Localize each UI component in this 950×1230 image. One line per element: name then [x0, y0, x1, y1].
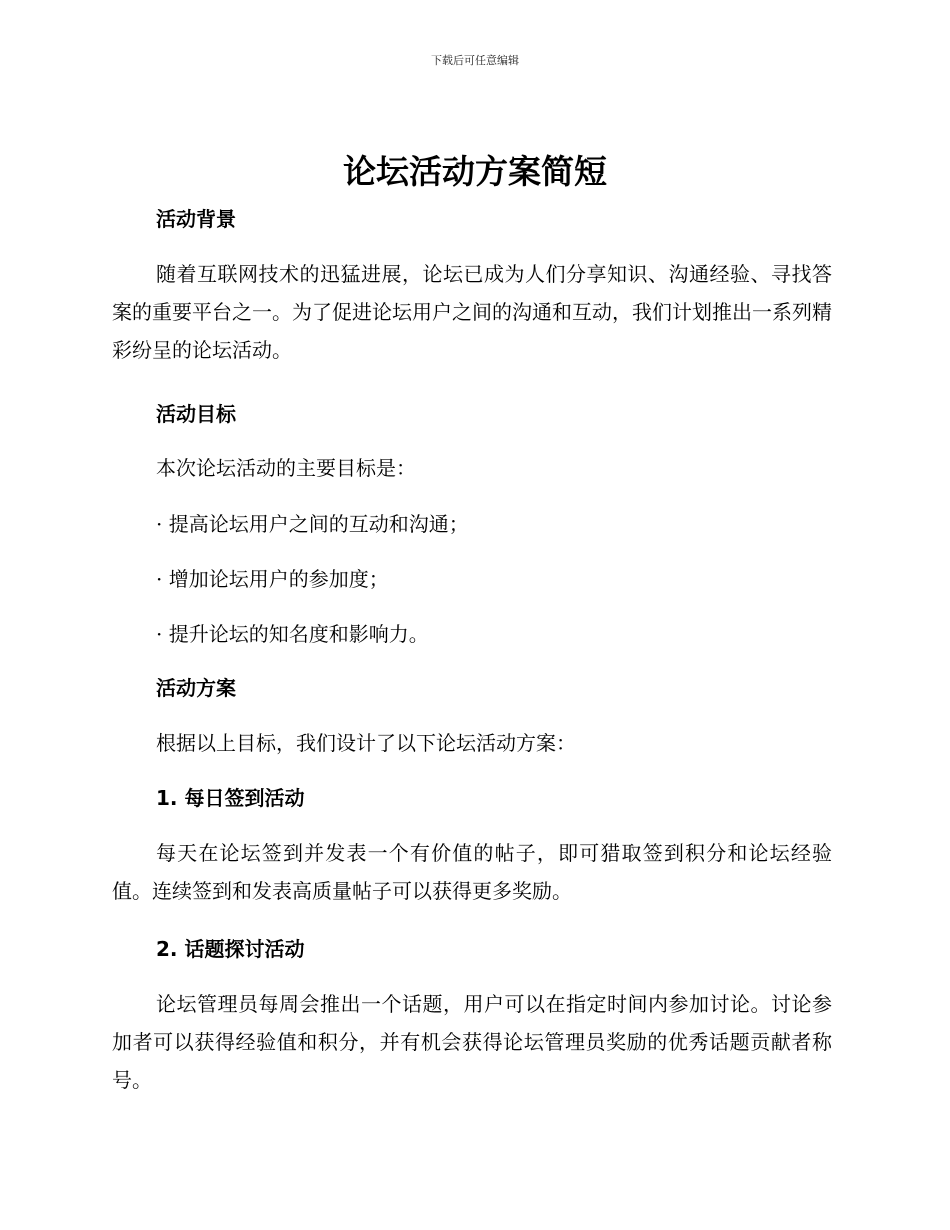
goals-intro: 本次论坛活动的主要目标是： [156, 456, 416, 480]
document-title: 论坛活动方案简短 [343, 152, 607, 191]
activity-paragraph-1: 每天在论坛签到并发表一个有价值的帖子，即可猎取签到积分和论坛经验值。连续签到和发表高质量帖子可以获得更多奖励。 [112, 841, 832, 903]
page-header: 下载后可任意编辑 [431, 54, 519, 67]
goal-item-1: · 提高论坛用户之间的互动和沟通； [156, 512, 469, 536]
activity-heading-1: 1. 每日签到活动 [156, 786, 305, 810]
activity-paragraph-2: 论坛管理员每周会推出一个话题，用户可以在指定时间内参加讨论。讨论参加者可以获得经验值和积分，并有机会获得论坛管理员奖励的优秀话题贡献者称号。 [112, 992, 832, 1092]
background-paragraph: 随着互联网技术的迅猛进展，论坛已成为人们分享知识、沟通经验、寻找答案的重要平台之一。为了促进论坛用户之间的沟通和互动，我们计划推出一系列精彩纷呈的论坛活动。 [112, 262, 832, 362]
plan-intro: 根据以上目标，我们设计了以下论坛活动方案： [156, 731, 576, 755]
section-heading-plan: 活动方案 [156, 676, 236, 700]
section-heading-goals: 活动目标 [156, 402, 236, 426]
section-heading-background: 活动背景 [156, 207, 236, 231]
activity-heading-2: 2. 话题探讨活动 [156, 937, 305, 961]
goal-item-3: · 提升论坛的知名度和影响力。 [156, 622, 429, 646]
goal-item-2: · 增加论坛用户的参加度； [156, 567, 389, 591]
